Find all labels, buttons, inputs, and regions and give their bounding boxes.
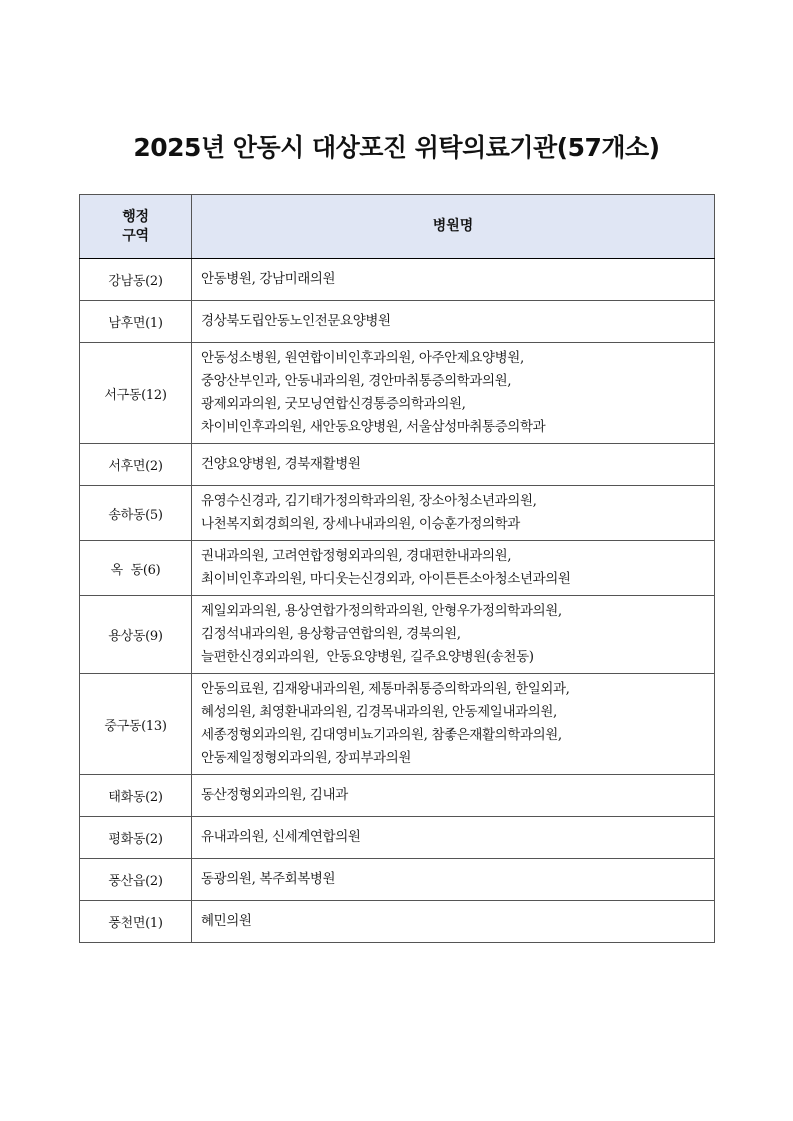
hospital-names-line: 나천복지회경희의원, 장세나내과의원, 이승훈가정의학과 — [201, 516, 520, 532]
region-cell: 옥 동(6) — [80, 541, 192, 596]
hospital-names-line: 안동병원, 강남미래의원 — [201, 271, 336, 287]
table-row — [80, 596, 715, 674]
hospital-names-cell — [192, 901, 715, 943]
hospital-names-cell — [192, 775, 715, 817]
hospital-names-line: 동산정형외과의원, 김내과 — [201, 787, 348, 803]
hospital-names-line: 건양요양병원, 경북재활병원 — [201, 456, 361, 472]
header-region-line1: 행정 — [122, 208, 149, 225]
hospital-names-line: 광제외과의원, 굿모닝연합신경통증의학과의원, — [201, 396, 466, 412]
region-cell: 평화동(2) — [80, 817, 192, 859]
hospital-names-line: 안동제일정형외과의원, 장피부과의원 — [201, 750, 412, 766]
hospital-names-cell — [192, 859, 715, 901]
hospital-names-line: 안동성소병원, 원연합이비인후과의원, 아주안제요양병원, — [201, 350, 524, 366]
region-cell: 서후면(2) — [80, 444, 192, 486]
region-cell: 송하동(5) — [80, 486, 192, 541]
hospital-names-cell — [192, 444, 715, 486]
table-row — [80, 486, 715, 541]
table-row — [80, 259, 715, 301]
hospital-names-cell — [192, 817, 715, 859]
hospital-names-line: 혜민의원 — [201, 913, 252, 929]
table-row — [80, 775, 715, 817]
table-row — [80, 674, 715, 775]
hospital-names-line: 동광의원, 복주회복병원 — [201, 871, 336, 887]
table-row — [80, 541, 715, 596]
region-cell: 용상동(9) — [80, 596, 192, 674]
table-row — [80, 901, 715, 943]
table-row — [80, 301, 715, 343]
hospital-names-line: 김정석내과의원, 용상황금연합의원, 경북의원, — [201, 626, 461, 642]
hospital-table — [79, 194, 715, 943]
table-row — [80, 817, 715, 859]
hospital-names-line: 세종정형외과의원, 김대영비뇨기과의원, 참좋은재활의학과의원, — [201, 727, 562, 743]
hospital-names-line: 차이비인후과의원, 새안동요양병원, 서울삼성마취통증의학과 — [201, 419, 546, 435]
header-hospital-name: 병원명 — [192, 195, 715, 259]
hospital-names-line: 유영수신경과, 김기태가정의학과의원, 장소아청소년과의원, — [201, 493, 537, 509]
page-title: 2025년 안동시 대상포진 위탁의료기관(57개소) — [133, 133, 660, 162]
hospital-names-cell — [192, 259, 715, 301]
region-cell: 중구동(13) — [80, 674, 192, 775]
region-cell: 풍산읍(2) — [80, 859, 192, 901]
header-region-line2: 구역 — [122, 227, 149, 244]
hospital-names-cell — [192, 541, 715, 596]
hospital-names-line: 경상북도립안동노인전문요양병원 — [201, 313, 391, 329]
hospital-names-cell — [192, 486, 715, 541]
region-cell: 강남동(2) — [80, 259, 192, 301]
hospital-names-cell — [192, 301, 715, 343]
table-header-row — [80, 195, 715, 259]
table-row — [80, 859, 715, 901]
region-cell: 서구동(12) — [80, 343, 192, 444]
hospital-names-line: 제일외과의원, 용상연합가정의학과의원, 안형우가정의학과의원, — [201, 603, 562, 619]
hospital-names-cell — [192, 674, 715, 775]
region-cell: 남후면(1) — [80, 301, 192, 343]
hospital-names-cell — [192, 343, 715, 444]
hospital-names-line: 최이비인후과의원, 마디웃는신경외과, 아이튼튼소아청소년과의원 — [201, 571, 571, 587]
hospital-names-line: 유내과의원, 신세계연합의원 — [201, 829, 361, 845]
hospital-names-line: 늘편한신경외과의원, 안동요양병원, 길주요양병원(송천동) — [201, 649, 534, 665]
table-body — [80, 259, 715, 943]
hospital-names-cell — [192, 596, 715, 674]
hospital-names-line: 권내과의원, 고려연합정형외과의원, 경대편한내과의원, — [201, 548, 512, 564]
hospital-names-line: 안동의료원, 김재왕내과의원, 제통마취통증의학과의원, 한일외과, — [201, 681, 570, 697]
table-row — [80, 343, 715, 444]
header-region — [80, 195, 192, 259]
region-cell: 풍천면(1) — [80, 901, 192, 943]
region-cell: 태화동(2) — [80, 775, 192, 817]
hospital-names-line: 중앙산부인과, 안동내과의원, 경안마취통증의학과의원, — [201, 373, 512, 389]
table-row — [80, 444, 715, 486]
hospital-names-line: 혜성의원, 최영환내과의원, 김경목내과의원, 안동제일내과의원, — [201, 704, 557, 720]
